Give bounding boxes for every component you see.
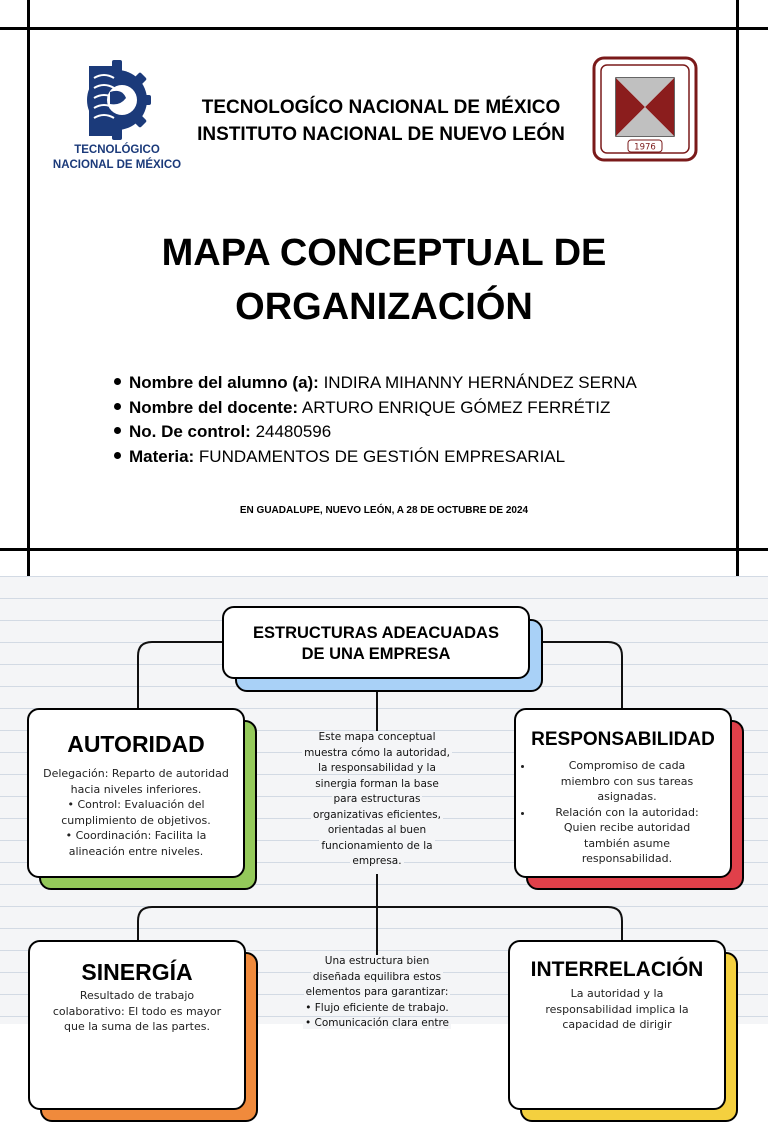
- bullet-icon: [114, 403, 121, 410]
- text-line: capacidad de dirigir: [562, 1018, 672, 1031]
- tecnm-logo-text-1: TECNOLÓGICO: [74, 144, 160, 156]
- info-item-teacher: [114, 396, 744, 421]
- info-value: FUNDAMENTOS DE GESTIÓN EMPRESARIAL: [194, 446, 566, 466]
- text-line: Delegación: Reparto de autoridad: [43, 767, 229, 780]
- text-line: responsabilidad.: [581, 852, 673, 865]
- text-line: empresa.: [352, 855, 402, 867]
- node-box: [222, 606, 530, 679]
- border-line-top: [0, 27, 768, 30]
- info-item-student: [114, 371, 744, 396]
- text-line: Resultado de trabajo: [79, 989, 195, 1002]
- bullet-icon: [114, 427, 121, 434]
- responsabilidad-title: RESPONSABILIDAD: [531, 729, 715, 750]
- text-line: que la suma de las partes.: [64, 1020, 210, 1033]
- tecnm-logo-text-2: NACIONAL DE MÉXICO: [52, 159, 182, 171]
- text-line: orientadas al buen: [327, 824, 427, 836]
- place-date: EN GUADALUPE, NUEVO LEÓN, A 28 DE OCTUBRE DE 2024: [239, 505, 529, 516]
- info-item-control-number: [114, 420, 744, 445]
- info-label: No. De control:: [129, 422, 251, 441]
- interrelacion-text: [510, 986, 724, 1033]
- border-line-right: [736, 0, 739, 576]
- text-line: elementos para garantizar:: [305, 986, 449, 998]
- border-line-left: [27, 0, 30, 576]
- text-line: Quien recibe autoridad: [563, 821, 691, 834]
- text-line: Una estructura bien: [324, 955, 430, 967]
- info-value: ARTURO ENRIQUE GÓMEZ FERRÉTIZ: [298, 397, 611, 417]
- text-line: organizativas eficientes,: [313, 808, 441, 821]
- text-line: alineación entre niveles.: [68, 844, 204, 858]
- text-line: colaborativo: El todo es mayor: [52, 1004, 222, 1018]
- text-line: • Flujo eficiente de trabajo.: [305, 1001, 449, 1014]
- text-line: muestra cómo la autoridad,: [304, 746, 450, 759]
- info-value: 24480596: [250, 422, 332, 441]
- text-line: Este mapa conceptual: [318, 731, 436, 743]
- seal-year: 1976: [634, 142, 656, 153]
- sinergia-title: SINERGÍA: [81, 959, 193, 985]
- interrelacion-title: INTERRELACIÓN: [530, 958, 704, 981]
- node-box: [508, 940, 726, 1110]
- text-line: hacia niveles inferiores.: [70, 782, 202, 796]
- info-label: Nombre del alumno (a):: [129, 373, 319, 392]
- info-label: Nombre del docente:: [129, 397, 299, 417]
- list-item: [534, 805, 720, 867]
- institution-line-2: INSTITUTO NACIONAL DE NUEVO LEÓN: [197, 124, 565, 145]
- text-line: • Coordinación: Facilita la: [65, 829, 207, 842]
- sinergia-text: [30, 988, 244, 1035]
- document-title-line-2: ORGANIZACIÓN: [235, 286, 533, 328]
- text-line: • Comunicación clara entre: [304, 1017, 450, 1029]
- text-line: la responsabilidad y la: [318, 762, 436, 774]
- info-item-subject: [114, 445, 744, 470]
- text-line: • Compromiso de cada: [568, 759, 686, 772]
- main-concept-title-1: ESTRUCTURAS ADEACUADAS: [253, 624, 499, 642]
- text-line: • Relación con la autoridad:: [555, 805, 699, 819]
- node-box: [514, 708, 732, 878]
- text-line: • Control: Evaluación del: [67, 798, 205, 811]
- concept-map-page: [0, 576, 768, 1033]
- border-line-bottom: [0, 548, 768, 551]
- text-line: también asume: [584, 836, 670, 850]
- list-item: [534, 758, 720, 805]
- center-description: [272, 730, 482, 870]
- info-label: Materia:: [129, 446, 195, 466]
- text-line: La autoridad y la: [570, 987, 664, 1000]
- text-line: diseñada equilibra estos: [312, 970, 442, 983]
- autoridad-text: [29, 766, 243, 859]
- bottom-center-description: [272, 954, 482, 1032]
- text-line: funcionamiento de la: [321, 839, 433, 852]
- text-line: asignadas.: [597, 790, 657, 803]
- autoridad-title: AUTORIDAD: [67, 731, 205, 757]
- institution-line-1: TECNOLOGÍCO NACIONAL DE MÉXICO: [201, 97, 561, 118]
- text-line: cumplimiento de objetivos.: [61, 813, 211, 827]
- text-line: miembro con sus tareas: [560, 774, 694, 788]
- document-title-line-1: MAPA CONCEPTUAL DE: [161, 232, 607, 274]
- text-line: para estructuras: [333, 793, 421, 805]
- text-line: responsabilidad implica la: [545, 1002, 689, 1016]
- node-box: [28, 940, 246, 1110]
- student-info-list: [114, 371, 744, 469]
- info-value: INDIRA MIHANNY HERNÁNDEZ SERNA: [318, 373, 637, 392]
- bullet-icon: [114, 378, 121, 385]
- main-concept-title-2: DE UNA EMPRESA: [301, 645, 451, 663]
- bullet-icon: [114, 452, 121, 459]
- text-line: sinergia forman la base: [315, 777, 439, 790]
- node-box: [27, 708, 245, 878]
- responsabilidad-list: [516, 758, 730, 867]
